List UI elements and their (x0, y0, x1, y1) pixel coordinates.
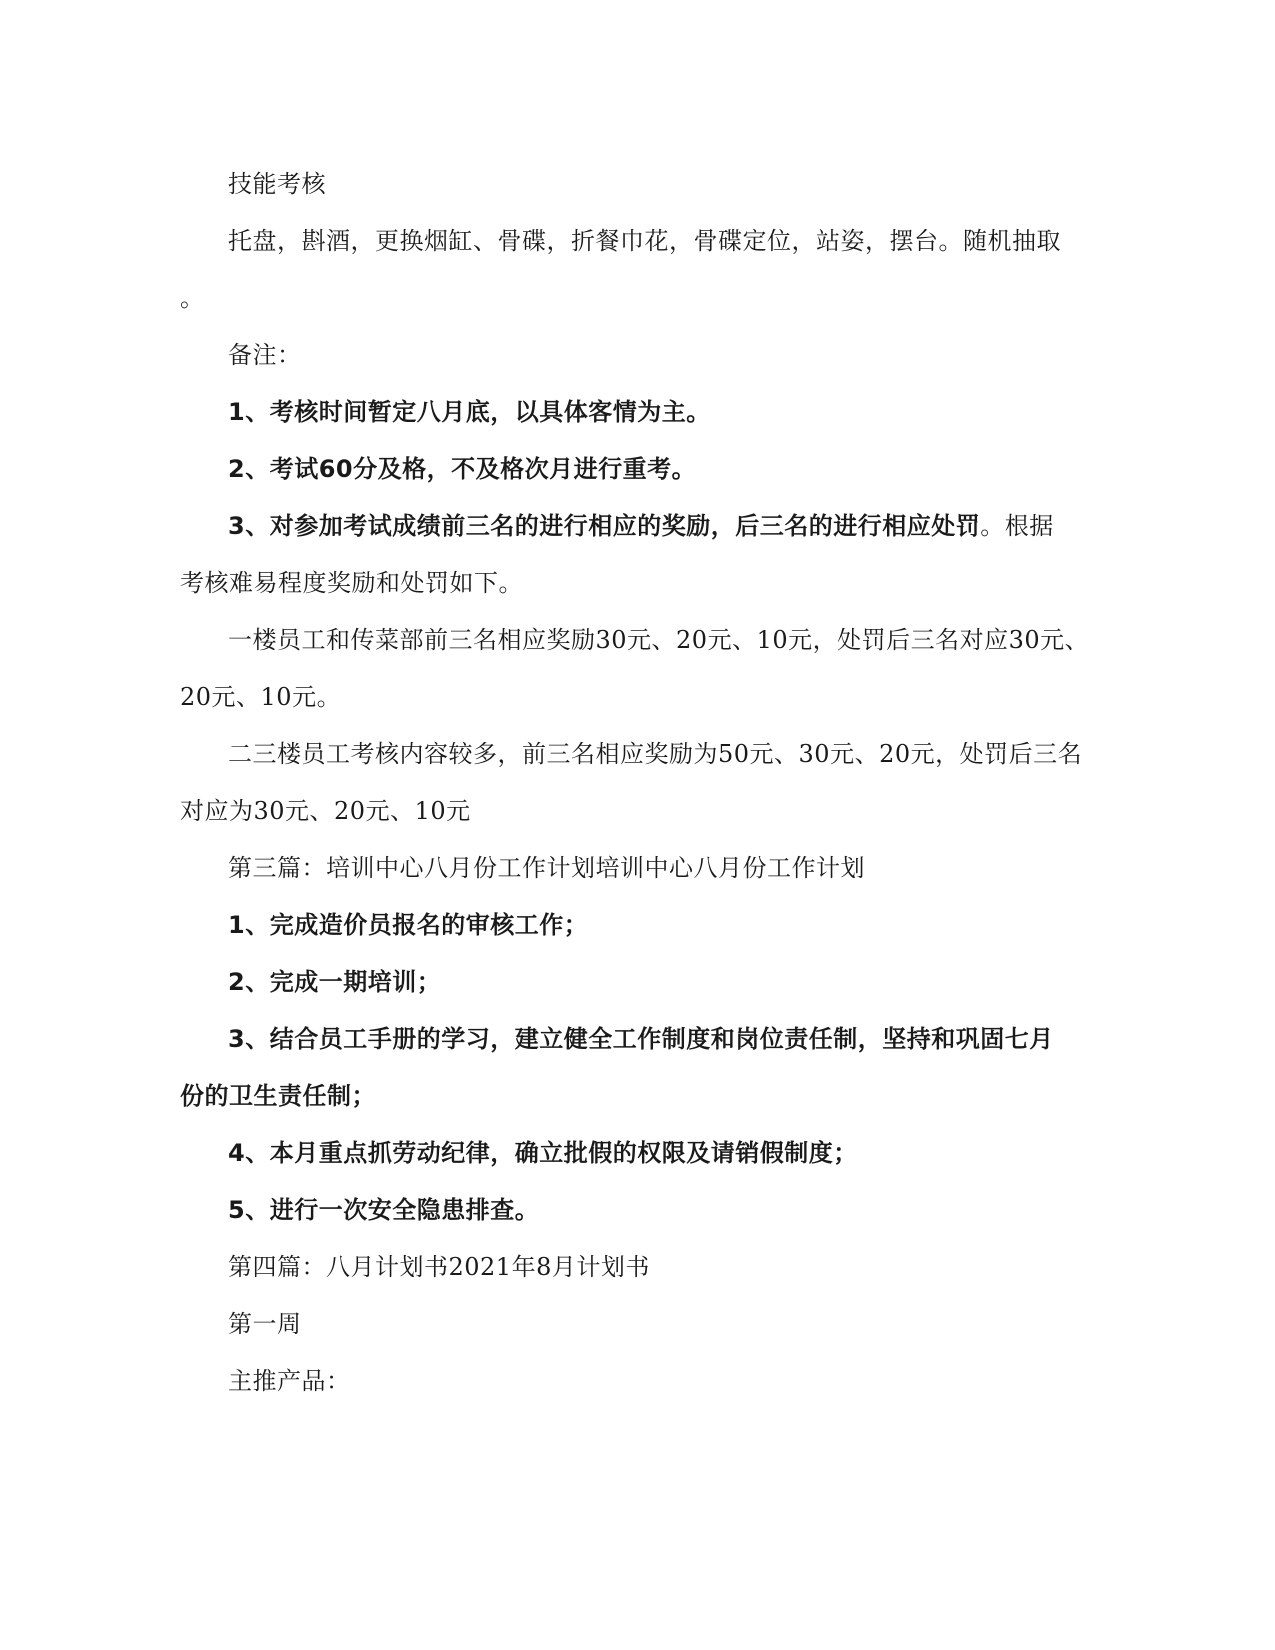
plan-item-3: 3、结合员工手册的学习，建立健全工作制度和岗位责任制，坚持和巩固七月 (228, 1025, 1054, 1053)
note-item-3-continuation: 考核难易程度奖励和处罚如下。 (180, 569, 523, 597)
plan-item-1: 1、完成造价员报名的审核工作； (228, 911, 589, 939)
plan-item-2: 2、完成一期培训； (228, 968, 442, 996)
skill-items-line: 托盘，斟酒，更换烟缸、骨碟，折餐巾花，骨碟定位，站姿，摆台。随机抽取 (228, 227, 1061, 255)
plan-item-4: 4、本月重点抓劳动纪律，确立批假的权限及请销假制度； (228, 1139, 858, 1167)
week1-heading: 第一周 (228, 1310, 302, 1338)
note-item-3-plain-text: 。根据 (980, 512, 1054, 540)
floor23-reward-line: 二三楼员工考核内容较多，前三名相应奖励为50元、30元、20元，处罚后三名 (228, 740, 1083, 768)
plan-item-5: 5、进行一次安全隐患排查。 (228, 1196, 540, 1224)
note-item-2: 2、考试60分及格，不及格次月进行重考。 (228, 455, 697, 483)
floor23-reward-continuation: 对应为30元、20元、10元 (180, 797, 471, 825)
part4-title: 第四篇：八月计划书2021年8月计划书 (228, 1253, 650, 1281)
plan-item-3-continuation: 份的卫生责任制； (180, 1082, 376, 1110)
floor1-reward-line: 一楼员工和传菜部前三名相应奖励30元、20元、10元，处罚后三名对应30元、 (228, 626, 1090, 654)
part3-title: 第三篇：培训中心八月份工作计划培训中心八月份工作计划 (228, 854, 865, 882)
notes-heading: 备注： (228, 341, 302, 369)
note-item-3-bold-text: 3、对参加考试成绩前三名的进行相应的奖励，后三名的进行相应处罚 (228, 512, 981, 540)
note-item-3 (0, 510, 1275, 542)
note-item-1: 1、考核时间暂定八月底，以具体客情为主。 (228, 398, 711, 426)
skill-items-continuation: 。 (180, 284, 205, 312)
skill-heading: 技能考核 (228, 170, 326, 198)
floor1-reward-continuation: 20元、10元。 (180, 683, 342, 711)
main-products-heading: 主推产品： (228, 1367, 351, 1395)
